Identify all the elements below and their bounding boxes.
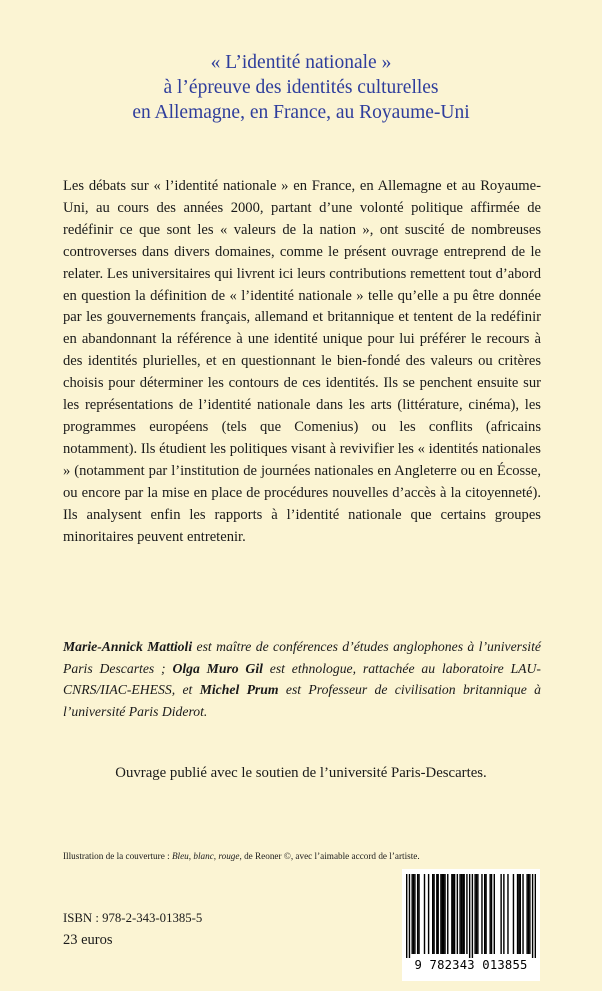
barcode-bar	[469, 874, 470, 958]
barcode-bar	[437, 874, 438, 954]
author-bio-1: est maître de conférences d’études anglophones à l’université Paris Descartes ;	[63, 639, 541, 676]
barcode-bar	[528, 874, 529, 954]
barcode-bar	[444, 874, 445, 954]
barcode-bar	[442, 874, 443, 954]
barcode-bar	[513, 874, 514, 954]
book-title	[0, 50, 602, 125]
barcode-bar	[526, 874, 527, 954]
author-bio-3: est Professeur de civilisation britannique à l’université Paris Diderot.	[63, 682, 541, 720]
illustration-prefix: Illustration de la couverture :	[63, 851, 172, 861]
book-summary: Les débats sur « l’identité nationale » en France, en Allemagne et au Royaume-Uni, au cours des années 2000, partant d’une volonté politique affirmée de redéfinir ce que sont les « valeurs de la nation », ont suscité de nombreuses controverses dans divers domaines, comme le présent ouvrage entreprend de le relater. Les universitaires qui livrent ici leurs contributions remettent tout d’abord en question la définition de « l’identité nationale » telle qu’elle a pu être donnée par les gouvernements français, allemand et britannique et tentent de la redéfinir en abandonnant la référence à une identité unique pour lui préférer le recours à des identités plurielles, et en questionnant le bien-fondé des valeurs ou critères choisis pour déterminer les contours de ces identités. Ils se penchent ensuite sur les représentations de l’identité nationale dans les arts (littérature, cinéma), les programmes européens (tels que Comenius) ou les conflits (africains notamment). Ils étudient les politiques visant à revivifier les « identités nationales » (notamment par l’institution de journées nationales en Angleterre ou en Écosse, ou encore par la mise en place de procédures nouvelles d’accès à la citoyenneté). Ils analysent enfin les rapports à l’identité nationale que certains groupes minoritaires peuvent entretenir.	[63, 178, 541, 545]
barcode-bar	[461, 874, 462, 954]
illustration-suffix: , de Reoner ©, avec l’aimable accord de l’artiste.	[239, 851, 420, 861]
title-line-2: à l’épreuve des identités culturelles	[163, 77, 439, 98]
barcode-bar	[463, 874, 464, 954]
barcode-bar	[447, 874, 448, 954]
barcode-bar	[409, 874, 410, 958]
barcode-bar	[428, 874, 429, 954]
barcode-bar	[520, 874, 521, 954]
price: 23 euros	[63, 932, 113, 948]
barcode-bar	[432, 874, 433, 954]
barcode-bar	[517, 874, 518, 954]
illustration-work-title: Bleu, blanc, rouge	[171, 851, 240, 861]
author-bio-2: est ethnologue, rattachée au laboratoire LAU-CNRS/IIAC-EHESS, et	[63, 660, 541, 698]
barcode	[402, 869, 540, 981]
barcode-bar	[484, 874, 485, 954]
barcode-bars-icon	[406, 874, 536, 958]
barcode-bar	[503, 874, 504, 954]
barcode-bar	[457, 874, 458, 954]
barcode-bar	[418, 874, 419, 954]
barcode-bar	[494, 874, 495, 954]
title-line-1: « L’identité nationale »	[210, 52, 392, 73]
author-bios	[63, 636, 541, 723]
barcode-bar	[417, 874, 418, 954]
barcode-bar	[436, 874, 437, 954]
barcode-bar	[462, 874, 463, 954]
barcode-bar	[474, 874, 475, 954]
barcode-bar	[489, 874, 490, 954]
author-name-3: Michel Prum	[199, 682, 279, 698]
support-note: Ouvrage publié avec le soutien de l’université Paris-Descartes.	[115, 765, 487, 781]
barcode-bar	[500, 874, 501, 954]
barcode-bar	[532, 874, 533, 958]
barcode-bar	[454, 874, 455, 954]
barcode-bar	[413, 874, 414, 954]
barcode-bar	[424, 874, 425, 954]
barcode-bar	[481, 874, 482, 954]
barcode-bar	[440, 874, 441, 954]
barcode-bar	[451, 874, 452, 954]
barcode-bar	[518, 874, 519, 954]
barcode-bar	[535, 874, 536, 958]
barcode-bar	[476, 874, 477, 954]
cover-illustration-credit	[63, 851, 543, 861]
isbn: ISBN : 978-2-343-01385-5	[63, 911, 203, 925]
barcode-bar	[459, 874, 460, 954]
barcode-bar	[529, 874, 530, 954]
barcode-bar	[477, 874, 478, 954]
barcode-bar	[522, 874, 523, 954]
barcode-bar	[443, 874, 444, 954]
barcode-bar	[472, 874, 473, 958]
barcode-bar	[414, 874, 415, 954]
author-name-1: Marie-Annick Mattioli	[63, 639, 193, 654]
barcode-bar	[411, 874, 412, 954]
barcode-bar	[507, 874, 508, 954]
barcode-bar	[485, 874, 486, 954]
barcode-bar	[491, 874, 492, 954]
barcode-bar	[466, 874, 467, 954]
barcode-bar	[453, 874, 454, 954]
title-line-3: en Allemagne, en France, au Royaume-Uni	[132, 102, 470, 123]
barcode-bar	[406, 874, 407, 958]
barcode-bar	[433, 874, 434, 954]
author-name-2: Olga Muro Gil	[172, 660, 263, 676]
barcode-digits: 9 782343 013855	[414, 958, 528, 972]
